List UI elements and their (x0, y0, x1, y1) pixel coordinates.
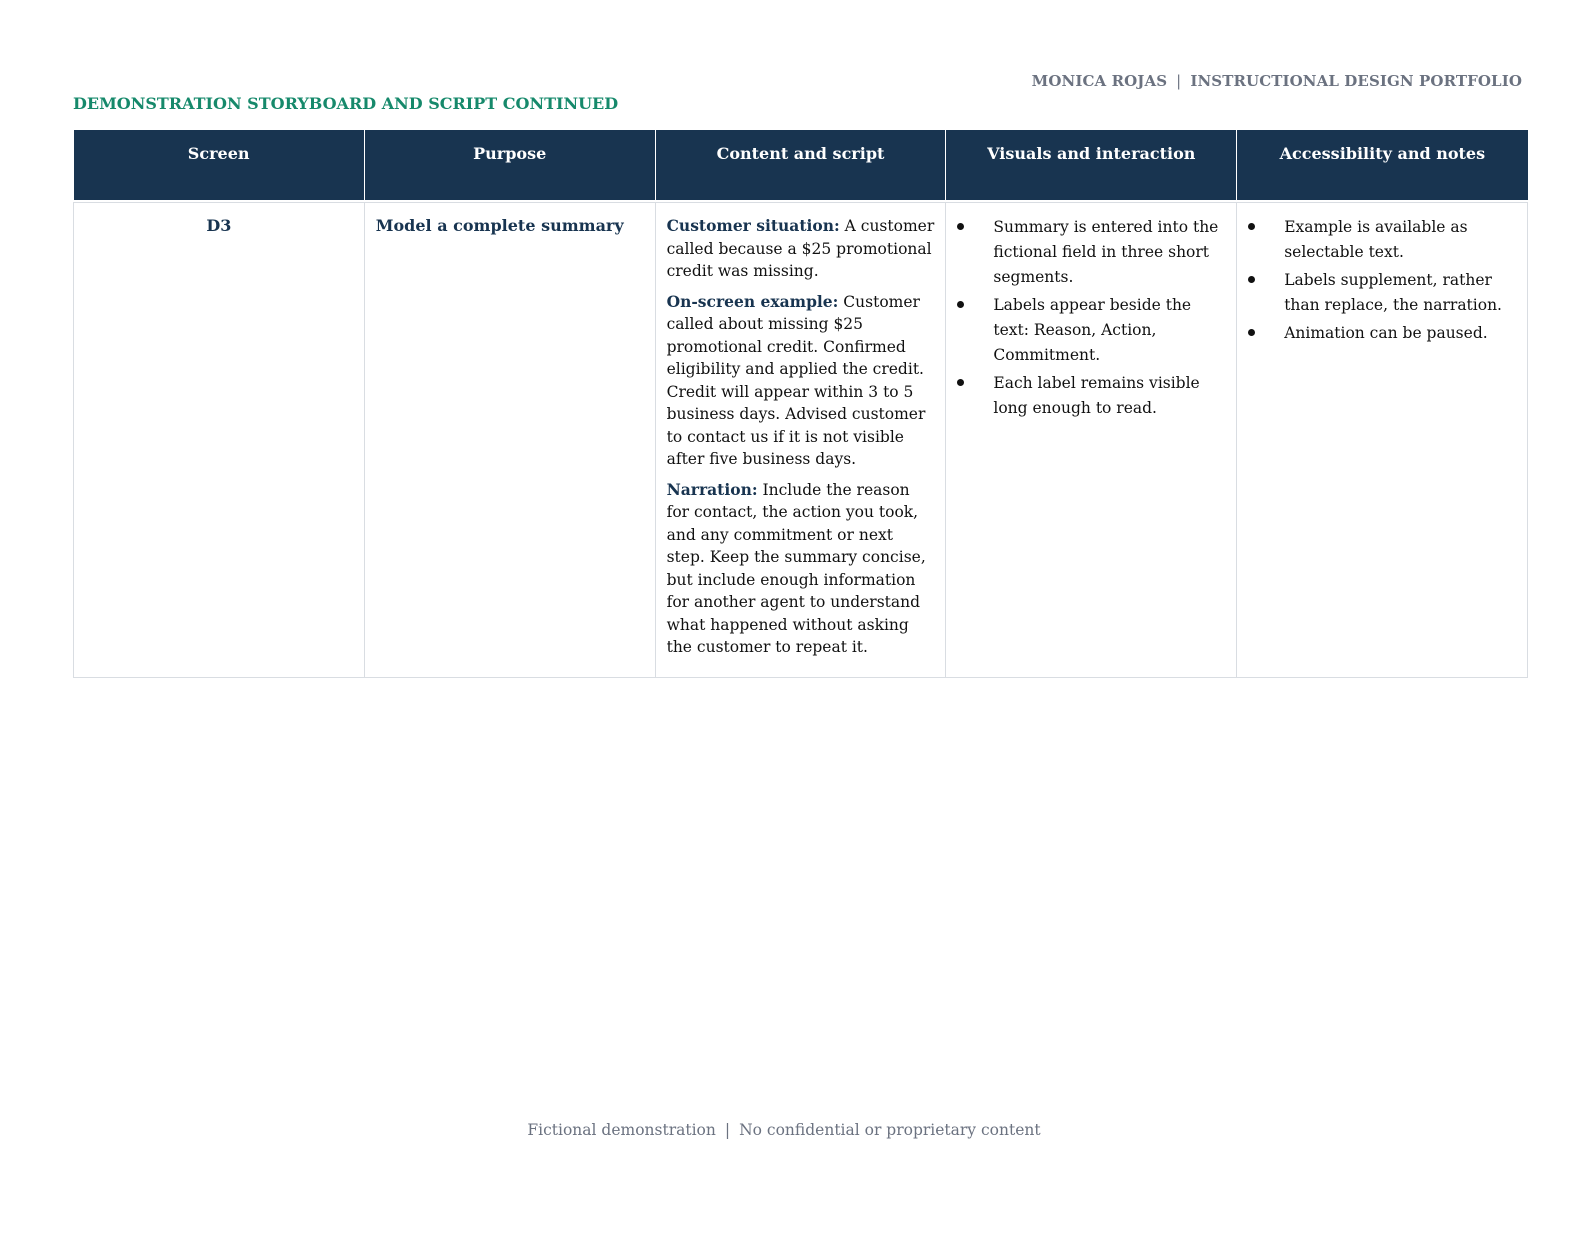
customer-situation-label: Customer situation: (666, 216, 840, 235)
column-header-visuals: Visuals and interaction (946, 130, 1237, 200)
narration-text: Include the reason for contact, the action you took, and any commitment or next step. Keep the summary concise, but include enough information for another agent to understand what happened without asking the customer to repeat it. (666, 480, 926, 656)
purpose-text: Model a complete summary (375, 216, 624, 235)
column-header-screen: Screen (74, 130, 365, 200)
list-item: Each label remains visible long enough to read. (957, 371, 1225, 421)
on-screen-example-text: Customer called about missing $25 promotional credit. Confirmed eligibility and applied the credit. Credit will appear within 3 to 5 business days. Advised customer to contact us if it is not visible after five business days. (666, 292, 926, 468)
on-screen-example (667, 291, 935, 471)
storyboard-table (73, 130, 1528, 678)
list-item: Labels appear beside the text: Reason, Action, Commitment. (957, 293, 1225, 368)
customer-situation-text: A customer called because a $25 promotional credit was missing. (666, 217, 935, 280)
page-header (1032, 72, 1522, 90)
narration-label: Narration: (666, 479, 758, 499)
section-title: DEMONSTRATION STORYBOARD AND SCRIPT CONTINUED (73, 94, 619, 113)
list-item: Example is available as selectable text. (1248, 215, 1516, 265)
visuals-cell (946, 203, 1237, 678)
footer-separator: | (724, 1121, 731, 1139)
column-header-purpose: Purpose (364, 130, 655, 200)
footer-left: Fictional demonstration (527, 1121, 716, 1139)
screen-id: D3 (206, 216, 232, 235)
author-name: MONICA ROJAS (1031, 72, 1168, 90)
accessibility-list (1248, 215, 1516, 346)
customer-situation (667, 215, 935, 283)
list-item: Labels supplement, rather than replace, the narration. (1248, 268, 1516, 318)
list-item: Animation can be paused. (1248, 321, 1516, 346)
screen-cell (74, 203, 365, 678)
list-item: Summary is entered into the fictional field in three short segments. (957, 215, 1225, 290)
on-screen-example-label: On-screen example: (666, 291, 839, 311)
footer-right: No confidential or proprietary content (739, 1121, 1041, 1139)
table-row (74, 203, 1528, 678)
column-header-content: Content and script (655, 130, 946, 200)
page-footer (0, 1121, 1568, 1139)
accessibility-cell (1237, 203, 1528, 678)
visuals-list (957, 215, 1225, 421)
portfolio-title: INSTRUCTIONAL DESIGN PORTFOLIO (1190, 72, 1522, 90)
table-header-row (74, 130, 1528, 200)
content-cell (655, 203, 946, 678)
purpose-cell (364, 203, 655, 678)
column-header-accessibility: Accessibility and notes (1237, 130, 1528, 200)
narration (667, 479, 935, 659)
header-separator: | (1176, 72, 1182, 90)
